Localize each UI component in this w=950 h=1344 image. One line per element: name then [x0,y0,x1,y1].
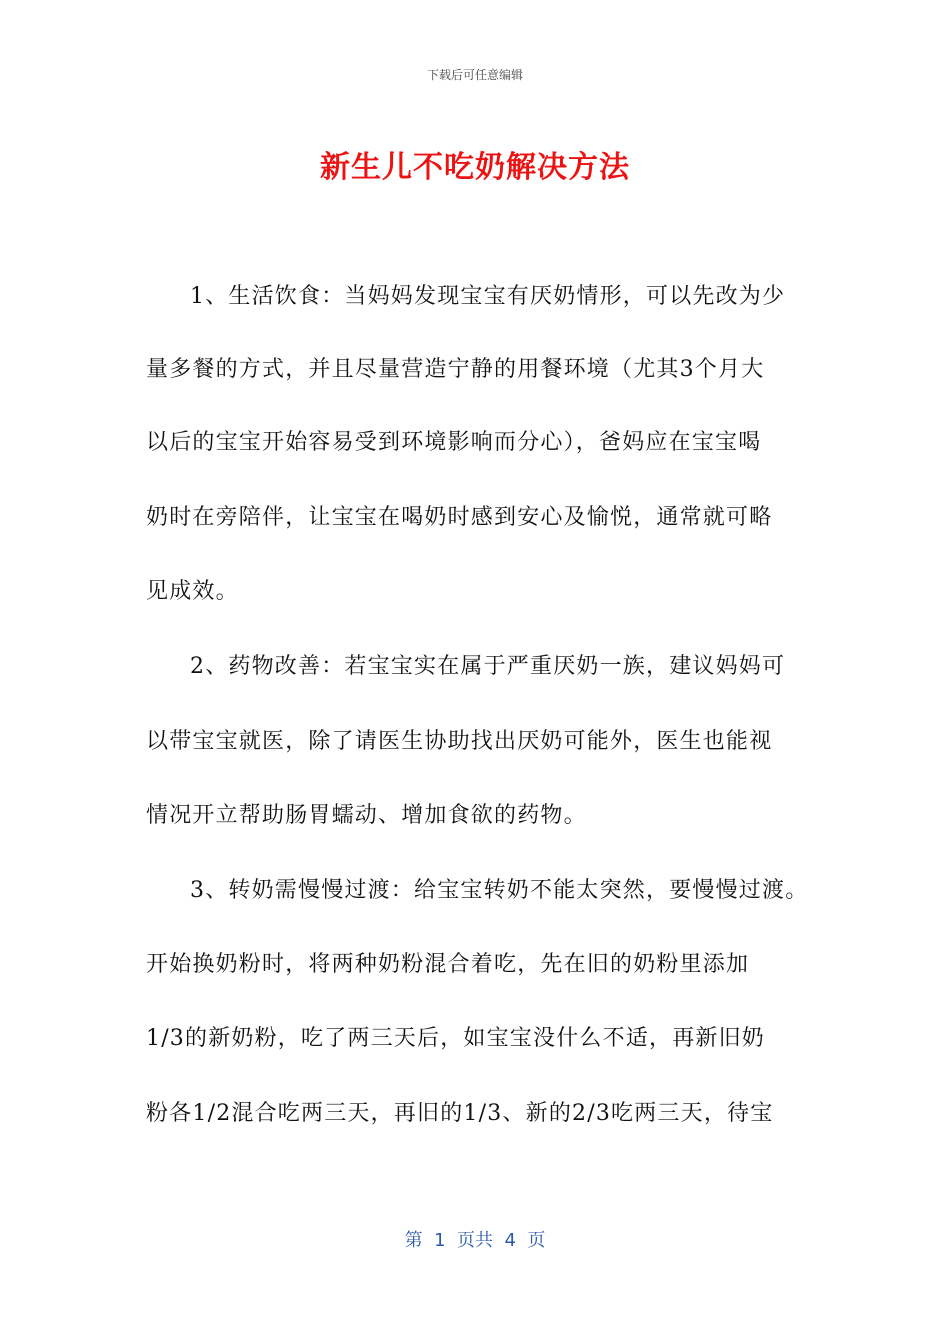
paragraph-2-line-1: 2、药物改善：若宝宝实在属于严重厌奶一族，建议妈妈可 [190,654,786,679]
paragraph-3-line-4: 粉各1/2混合吃两三天，再旧的1/3、新的2/3吃两三天，待宝 [146,1101,774,1126]
document-title: 新生儿不吃奶解决方法 [320,150,630,185]
paragraph-1-line-2: 量多餐的方式，并且尽量营造宁静的用餐环境（尤其3个月大 [146,357,765,382]
paragraph-1-line-4: 奶时在旁陪伴，让宝宝在喝奶时感到安心及愉悦，通常就可略 [146,505,773,530]
paragraph-1-line-1: 1、生活饮食：当妈妈发现宝宝有厌奶情形，可以先改为少 [190,284,786,309]
paragraph-3-line-3: 1/3的新奶粉，吃了两三天后，如宝宝没什么不适，再新旧奶 [146,1026,766,1051]
page-number-footer: 第 1 页共 4 页 [404,1230,546,1251]
paragraph-3-line-2: 开始换奶粉时，将两种奶粉混合着吃，先在旧的奶粉里添加 [146,952,750,977]
paragraph-1-line-3: 以后的宝宝开始容易受到环境影响而分心），爸妈应在宝宝喝 [146,430,762,455]
paragraph-3-line-1: 3、转奶需慢慢过渡：给宝宝转奶不能太突然，要慢慢过渡。 [190,878,809,903]
paragraph-2-line-2: 以带宝宝就医，除了请医生协助找出厌奶可能外，医生也能视 [146,729,773,754]
page-header: 下载后可任意编辑 [426,68,523,82]
paragraph-1-line-5: 见成效。 [146,579,239,604]
paragraph-2-line-3: 情况开立帮助肠胃蠕动、增加食欲的药物。 [146,803,587,828]
